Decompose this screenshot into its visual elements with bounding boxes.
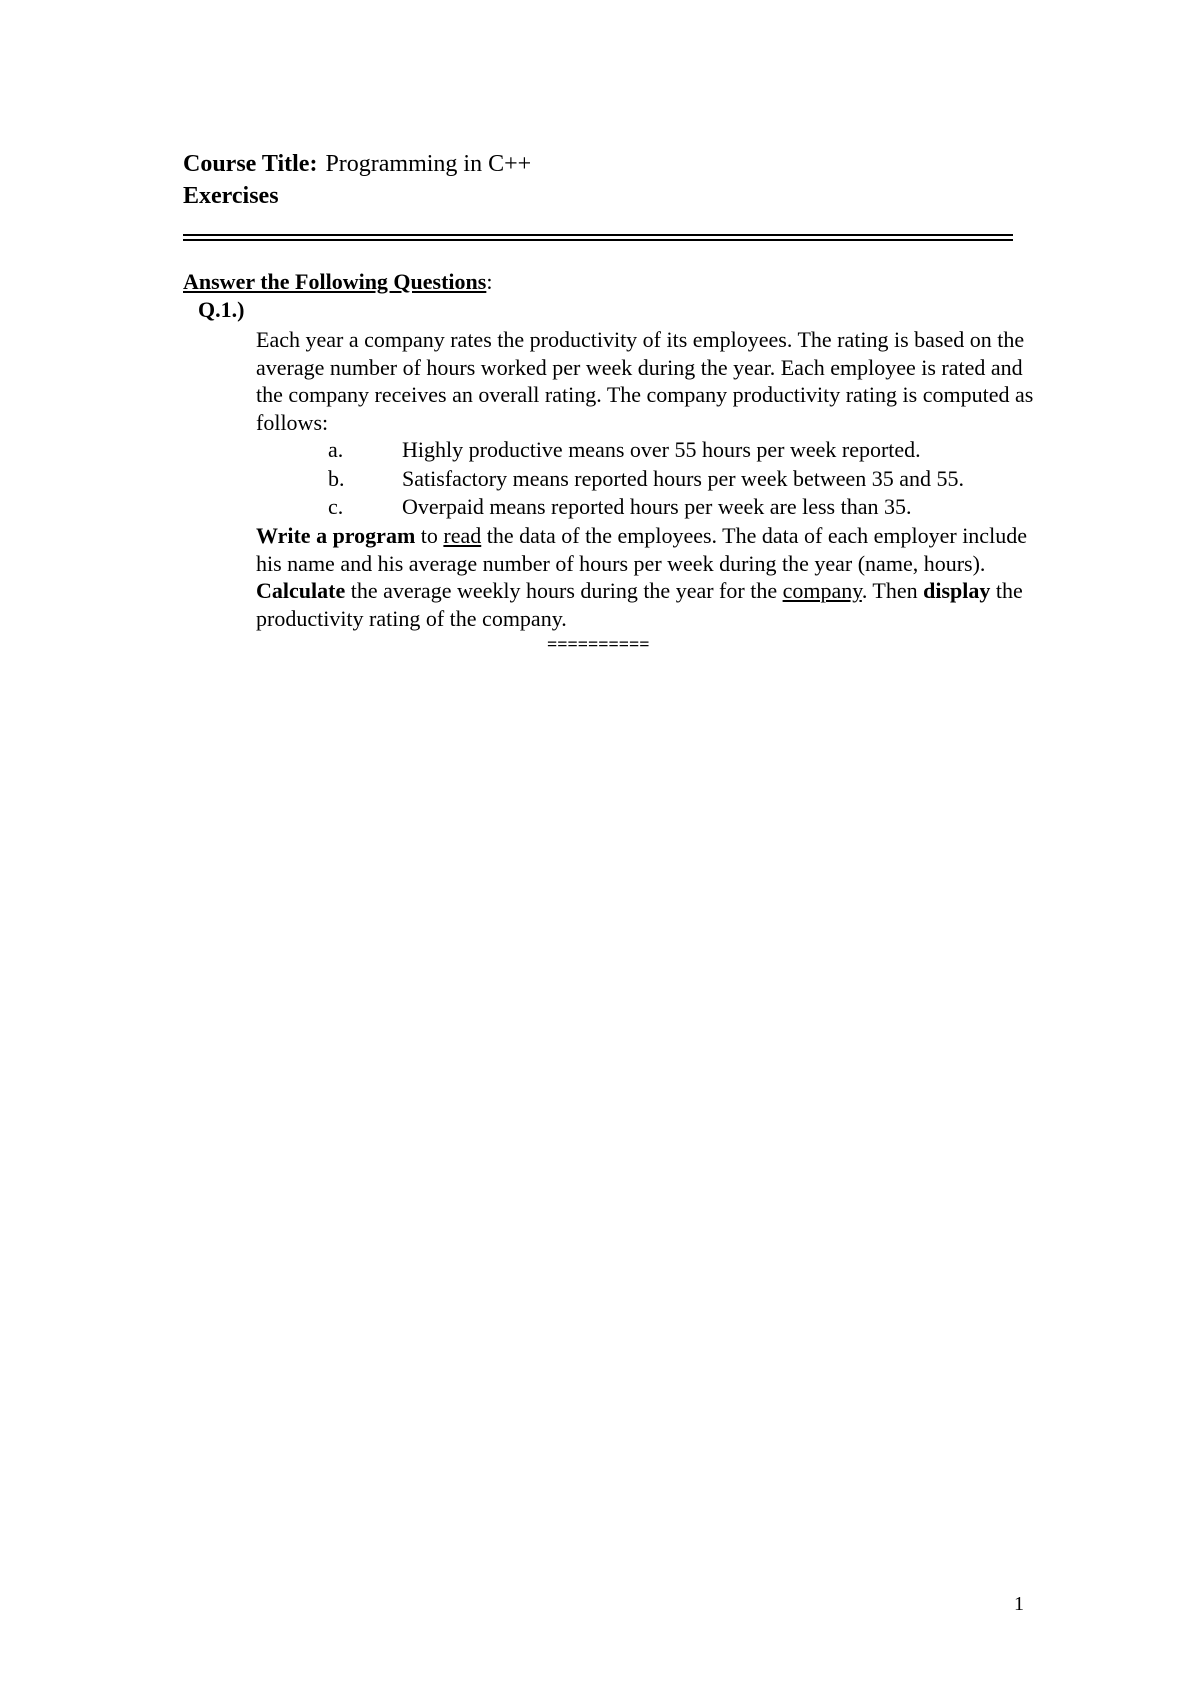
page-number: 1 (1014, 1593, 1024, 1615)
document-header (183, 148, 531, 212)
task-text-5: the productivity rating of the company. (256, 578, 1023, 631)
task-write-program: Write a program (256, 523, 416, 548)
list-item (0, 465, 1200, 494)
header-divider-bottom (183, 239, 1013, 241)
task-company: company (782, 578, 862, 604)
course-name: Programming in C++ (325, 151, 532, 177)
question-task (256, 522, 1036, 632)
end-marker: ========== (547, 634, 650, 654)
list-marker: b. (328, 465, 345, 491)
list-item-text: Overpaid means reported hours per week are less than 35. (402, 494, 912, 519)
list-item (0, 436, 1200, 465)
task-text-2: the data of the employees. The data of each employer include his name and his average number of hours per week during the year (name, hours). (256, 523, 1027, 576)
list-marker: c. (328, 494, 344, 519)
section-heading-colon: : (486, 269, 493, 294)
course-title-label: Course Title: (183, 151, 318, 177)
list-item-text: Highly productive means over 55 hours per week reported. (402, 437, 921, 462)
rating-criteria-list (0, 436, 1200, 522)
task-text-4: . Then (861, 578, 924, 604)
task-text-3: the average weekly hours during the year for the (345, 578, 783, 604)
task-display: display (923, 578, 991, 604)
list-marker: a. (328, 437, 344, 462)
header-divider-top (183, 234, 1013, 236)
section-heading-text: Answer the Following Questions (183, 269, 487, 294)
task-calculate: Calculate (256, 578, 346, 604)
list-item (0, 493, 1200, 522)
exercises-subtitle: Exercises (183, 183, 279, 209)
list-item-text: Satisfactory means reported hours per week between 35 and 55. (402, 465, 965, 491)
course-title-line (183, 148, 531, 180)
task-read: read (443, 523, 482, 548)
section-heading (183, 268, 492, 296)
question-number: Q.1.) (198, 297, 245, 322)
task-text-1: to (415, 523, 444, 548)
question-intro: Each year a company rates the productivity of its employees. The rating is based on the average number of hours worked per week during the year. Each employee is rated and the company receives an overall rating. The company productivity rating is computed as follows: (256, 327, 1034, 435)
